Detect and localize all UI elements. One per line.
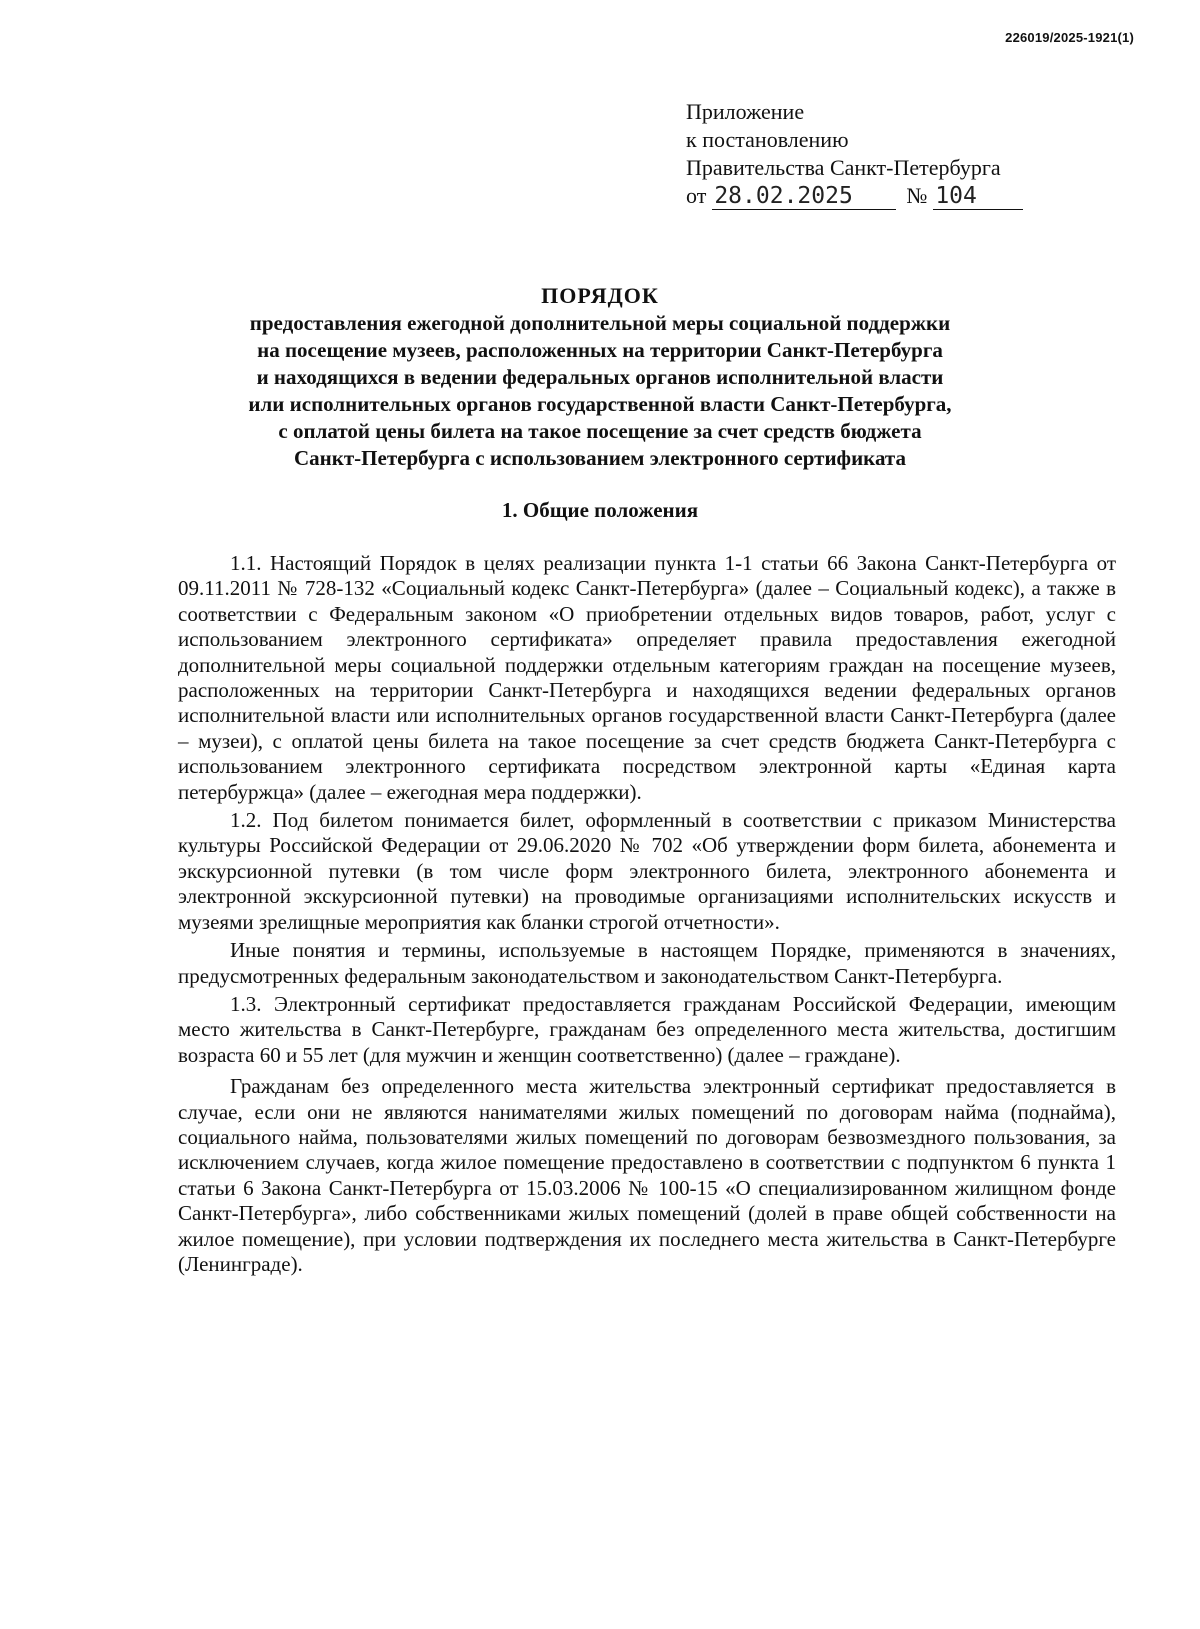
paragraph-1-2: 1.2. Под билетом понимается билет, оформленный в соответствии с приказом Министерства культуры Российской Федерации от 29.06.2020 № 702 «Об утверждении форм билета, абонемента и экскурсионной путевки (в том числе форм электронного билета, электронного абонемента и электронной экскурсионной путевки) на проводимые организациями исполнительских искусств и музеями зрелищные мероприятия как бланки строгой отчетности».	[178, 808, 1116, 934]
section-heading: 1. Общие положения	[501, 498, 699, 522]
annex-line-3: Правительства Санкт-Петербурга	[686, 155, 1001, 180]
annex-line-1: Приложение	[686, 99, 805, 124]
document-subtitle-line: с оплатой цены билета на такое посещение за счет средств бюджета	[278, 419, 922, 443]
document-subtitle-line: Санкт-Петербурга с использованием электронного сертификата	[294, 446, 906, 470]
paragraph-terms: Иные понятия и термины, используемые в настоящем Порядке, применяются в значениях, предусмотренных федеральным законодательством и законодательством Санкт-Петербурга.	[178, 938, 1116, 988]
document-subtitle-line: на посещение музеев, расположенных на территории Санкт-Петербурга	[257, 338, 943, 362]
annex-number-sign: №	[906, 183, 928, 208]
section-body	[178, 551, 1116, 1280]
annex-number-value: 104	[933, 183, 1023, 210]
document-title-block	[0, 282, 1200, 472]
annex-date-prefix: от	[686, 183, 707, 208]
document-title: ПОРЯДОК	[541, 283, 659, 308]
paragraph-1-1: 1.1. Настоящий Порядок в целях реализации пункта 1-1 статьи 66 Закона Санкт-Петербурга от 09.11.2011 № 728-132 «Социальный кодекс Санкт-Петербурга» (далее – Социальный кодекс), а также в соответствии с Федеральным законом «О приобретении отдельных видов товаров, работ, услуг с использованием электронного сертификата» определяет правила предоставления ежегодной дополнительной меры социальной поддержки отдельным категориям граждан на посещение музеев, расположенных на территории Санкт-Петербурга и находящихся ведении федеральных органов исполнительной власти или исполнительных органов государственной власти Санкт-Петербурга (далее – музеи), с оплатой цены билета на такое посещение за счет средств бюджета Санкт-Петербурга с использованием электронного сертификата посредством электронной карты «Единая карта петербуржца» (далее – ежегодная мера поддержки).	[178, 551, 1116, 804]
document-registration-number: 226019/2025-1921(1)	[1005, 30, 1134, 45]
paragraph-1-3: 1.3. Электронный сертификат предоставляется гражданам Российской Федерации, имеющим место жительства в Санкт-Петербурге, гражданам без определенного места жительства, достигшим возраста 60 и 55 лет (для мужчин и женщин соответственно) (далее – граждане).	[178, 991, 1116, 1067]
paragraph-homeless-citizens: Гражданам без определенного места жительства электронный сертификат предоставляется в случае, если они не являются нанимателями жилых помещений по договорам найма (поднайма), социального найма, пользователями жилых помещений по договорам безвозмездного пользования, за исключением случаев, когда жилое помещение предоставлено в соответствии с подпунктом 6 пункта 1 статьи 6 Закона Санкт-Петербурга от 15.03.2006 № 100-15 «О специализированном жилищном фонде Санкт-Петербурга», либо собственниками жилых помещений (долей в праве общей собственности на жилое помещение), при условии подтверждения их последнего места жительства в Санкт-Петербурге (Ленинграде).	[178, 1074, 1116, 1276]
annex-date-value: 28.02.2025	[712, 183, 896, 210]
document-subtitle-line: или исполнительных органов государственной власти Санкт-Петербурга,	[248, 392, 952, 416]
annex-date-line	[686, 182, 1023, 210]
document-subtitle-line: и находящихся в ведении федеральных органов исполнительной власти	[256, 365, 944, 389]
annex-line-2: к постановлению	[686, 127, 849, 152]
annex-block	[686, 98, 1023, 210]
document-subtitle-line: предоставления ежегодной дополнительной меры социальной поддержки	[249, 311, 951, 335]
